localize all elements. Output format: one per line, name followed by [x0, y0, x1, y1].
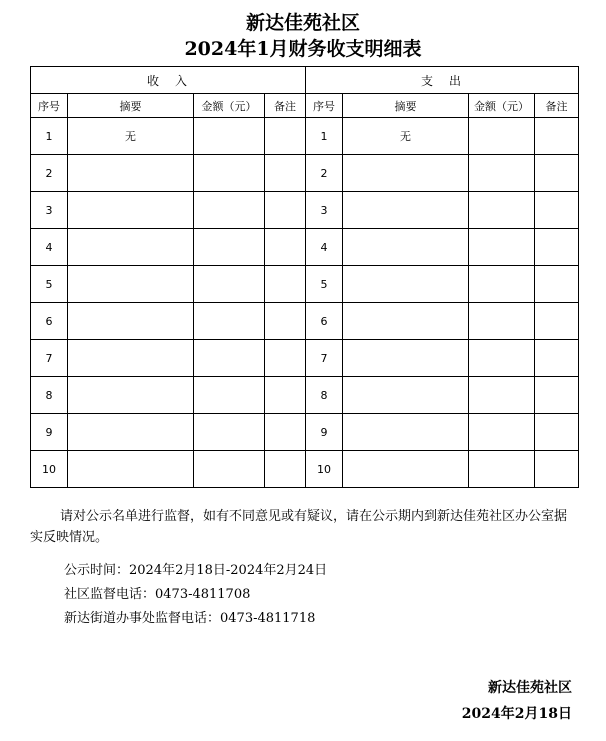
expense-amount-cell: [469, 266, 535, 303]
income-summary-cell: [68, 414, 194, 451]
income-amount-cell: [194, 340, 265, 377]
table-row: [31, 192, 579, 229]
income-note-cell: [265, 229, 306, 266]
expense-amount-cell: [469, 414, 535, 451]
expense-note-cell: [535, 377, 579, 414]
publication-period: 公示时间：2024年2月18日-2024年2月24日: [64, 563, 328, 578]
income-amount-cell: [194, 192, 265, 229]
table-body: [31, 118, 579, 488]
expense-note-cell: [535, 229, 579, 266]
expense-summary-cell: [343, 451, 469, 488]
expense-note-cell: [535, 414, 579, 451]
income-amount-cell: [194, 155, 265, 192]
income-seq-cell: 8: [31, 377, 68, 414]
expense-amount-cell: [469, 377, 535, 414]
income-seq-cell: 2: [31, 155, 68, 192]
expense-summary-cell: [343, 192, 469, 229]
expense-amount-cell: [469, 303, 535, 340]
income-summary-cell: [68, 155, 194, 192]
expense-summary-cell: [343, 266, 469, 303]
signature-date: 2024年2月18日: [461, 706, 572, 722]
expense-section-header: 支 出: [306, 67, 579, 94]
expense-seq-cell: 10: [306, 451, 343, 488]
table-row: [31, 377, 579, 414]
expense-summary-cell: [343, 229, 469, 266]
income-seq-cell: 3: [31, 192, 68, 229]
income-amount-cell: [194, 377, 265, 414]
income-note-cell: [265, 303, 306, 340]
expense-note-cell: [535, 451, 579, 488]
income-summary-cell: 无: [68, 118, 194, 155]
expense-note-header: 备注: [535, 94, 579, 118]
table-row: [31, 155, 579, 192]
document-title: 新达佳苑社区: [245, 12, 360, 34]
expense-summary-cell: [343, 340, 469, 377]
expense-amount-header: 金额（元）: [469, 94, 535, 118]
income-summary-cell: [68, 377, 194, 414]
income-summary-header: 摘要: [68, 94, 194, 118]
table-row: [31, 118, 579, 155]
income-seq-cell: 5: [31, 266, 68, 303]
income-summary-cell: [68, 451, 194, 488]
expense-seq-cell: 8: [306, 377, 343, 414]
expense-seq-cell: 5: [306, 266, 343, 303]
community-phone: 社区监督电话：0473-4811708: [64, 587, 251, 602]
expense-seq-cell: 9: [306, 414, 343, 451]
expense-amount-cell: [469, 118, 535, 155]
income-note-cell: [265, 340, 306, 377]
table-row: [31, 229, 579, 266]
expense-amount-cell: [469, 451, 535, 488]
income-amount-cell: [194, 229, 265, 266]
income-summary-cell: [68, 192, 194, 229]
income-section-header: 收 入: [31, 67, 306, 94]
income-seq-cell: 6: [31, 303, 68, 340]
expense-seq-cell: 7: [306, 340, 343, 377]
expense-note-cell: [535, 155, 579, 192]
income-seq-cell: 1: [31, 118, 68, 155]
income-amount-cell: [194, 303, 265, 340]
income-amount-cell: [194, 266, 265, 303]
expense-summary-cell: [343, 155, 469, 192]
income-note-cell: [265, 155, 306, 192]
income-summary-cell: [68, 229, 194, 266]
expense-amount-cell: [469, 229, 535, 266]
expense-seq-cell: 3: [306, 192, 343, 229]
street-office-phone: 新达街道办事处监督电话：0473-4811718: [64, 611, 316, 626]
income-amount-cell: [194, 451, 265, 488]
income-seq-cell: 4: [31, 229, 68, 266]
table-row: [31, 414, 579, 451]
income-seq-cell: 10: [31, 451, 68, 488]
income-note-cell: [265, 414, 306, 451]
income-note-header: 备注: [265, 94, 306, 118]
document-subtitle: 2024年1月财务收支明细表: [184, 38, 422, 60]
table-row: [31, 266, 579, 303]
expense-note-cell: [535, 303, 579, 340]
expense-summary-header: 摘要: [343, 94, 469, 118]
expense-note-cell: [535, 340, 579, 377]
expense-seq-header: 序号: [306, 94, 343, 118]
expense-summary-cell: [343, 377, 469, 414]
income-summary-cell: [68, 303, 194, 340]
income-note-cell: [265, 192, 306, 229]
expense-seq-cell: 1: [306, 118, 343, 155]
expense-amount-cell: [469, 155, 535, 192]
expense-note-cell: [535, 192, 579, 229]
income-note-cell: [265, 451, 306, 488]
expense-note-cell: [535, 118, 579, 155]
income-seq-cell: 9: [31, 414, 68, 451]
income-seq-cell: 7: [31, 340, 68, 377]
expense-summary-cell: 无: [343, 118, 469, 155]
expense-summary-cell: [343, 414, 469, 451]
expense-seq-cell: 2: [306, 155, 343, 192]
expense-amount-cell: [469, 340, 535, 377]
income-seq-header: 序号: [31, 94, 68, 118]
table-row: [31, 340, 579, 377]
income-summary-cell: [68, 266, 194, 303]
expense-note-cell: [535, 266, 579, 303]
income-amount-cell: [194, 118, 265, 155]
income-amount-cell: [194, 414, 265, 451]
expense-seq-cell: 6: [306, 303, 343, 340]
income-summary-cell: [68, 340, 194, 377]
signature-org: 新达佳苑社区: [488, 680, 572, 696]
income-note-cell: [265, 118, 306, 155]
expense-summary-cell: [343, 303, 469, 340]
income-note-cell: [265, 266, 306, 303]
income-amount-header: 金额（元）: [194, 94, 265, 118]
finance-table: [30, 66, 579, 488]
table-row: [31, 451, 579, 488]
table-row: [31, 303, 579, 340]
expense-amount-cell: [469, 192, 535, 229]
expense-seq-cell: 4: [306, 229, 343, 266]
notice-text: 请对公示名单进行监督，如有不同意见或有疑议，请在公示期内到新达佳苑社区办公室据实反映情况。: [30, 509, 568, 545]
income-note-cell: [265, 377, 306, 414]
